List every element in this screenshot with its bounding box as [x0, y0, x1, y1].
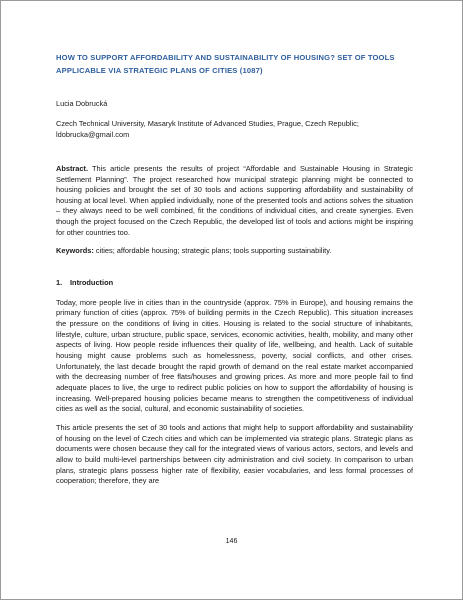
author-email: ldobrucka@gmail.com — [56, 129, 130, 139]
page-content — [56, 51, 413, 487]
author-name: Lucia Dobrucká — [56, 99, 108, 108]
section-title: Introduction — [70, 277, 114, 287]
abstract — [56, 164, 413, 238]
paper-title: HOW TO SUPPORT AFFORDABILITY AND SUSTAINABILITY OF HOUSING? SET OF TOOLS APPLICABLE VIA STRATEGIC PLANS OF CITIES (1087) — [56, 53, 395, 75]
body-paragraph-2: This article presents the set of 30 tools and actions that might help to support affordability and sustainability of housing on the level of Czech cities and which can be implemented via strategic plans. Strategic plans as documents were chosen because they call for the integrated views of various actors, sectors, and levels and allow to build multi-level partnerships between city administration and civil society. In comparison to urban plans, strategic plans possess higher rate of flexibility, easier vocabularies, and less formal processes of cooperation; therefore, they are — [56, 422, 413, 486]
abstract-text: This article presents the results of project “Affordable and Sustainable Housing in Strategic Settlement Planning”. The project researched how municipal strategic planning might be connected to housing policies and brought the set of 30 tools and actions supporting affordability and sustainability of housing at local level. When applied individually, none of the presented tools and actions solves the situation – they always need to be well combined, fit the conditions of individual cities, and create synergies. Even though the project focused on the Czech Republic, the developed list of tools and actions might be inspiring for other countries too. — [56, 164, 413, 237]
abstract-label: Abstract. — [56, 164, 89, 173]
author-affiliation — [56, 119, 413, 140]
page-number: 146 — [225, 538, 238, 545]
body-paragraph-1: Today, more people live in cities than in the countryside (approx. 75% in Europe), and housing remains the primary function of cities (approx. 75% of building permits in the Czech Republic). This situation increases the pressure on the conditions of living in cities. Housing is related to the social structure of inhabitants, lifestyle, culture, urban structure, public space, services, economic activities, health, mobility, and many other aspects of living. How people reside influences their quality of life, wellbeing, and health. Lack of suitable housing might cause problems such as homelessness, poverty, social conflicts, and other crises. Unfortunately, the last decade brought the rapid growth of demand on the real estate market accompanied with the decreasing number of free flats/houses and growing prices. As more and more people fail to find adequate places to live, the urge to redirect public policies on how to support the affordability of housing is increasing. Well-prepared housing policies became means to strengthen the competitiveness of individual cities as well as the social, cultural, and economic sustainability of societies. — [56, 297, 413, 414]
affiliation-institution: Czech Technical University, Masaryk Institute of Advanced Studies, Prague, Czech Republic; — [56, 119, 359, 128]
keywords — [56, 246, 413, 257]
keywords-text: cities; affordable housing; strategic plans; tools supporting sustainability. — [93, 246, 332, 256]
keywords-label: Keywords: — [56, 246, 94, 256]
section-number: 1. — [56, 277, 63, 287]
section-heading-introduction — [56, 278, 413, 288]
